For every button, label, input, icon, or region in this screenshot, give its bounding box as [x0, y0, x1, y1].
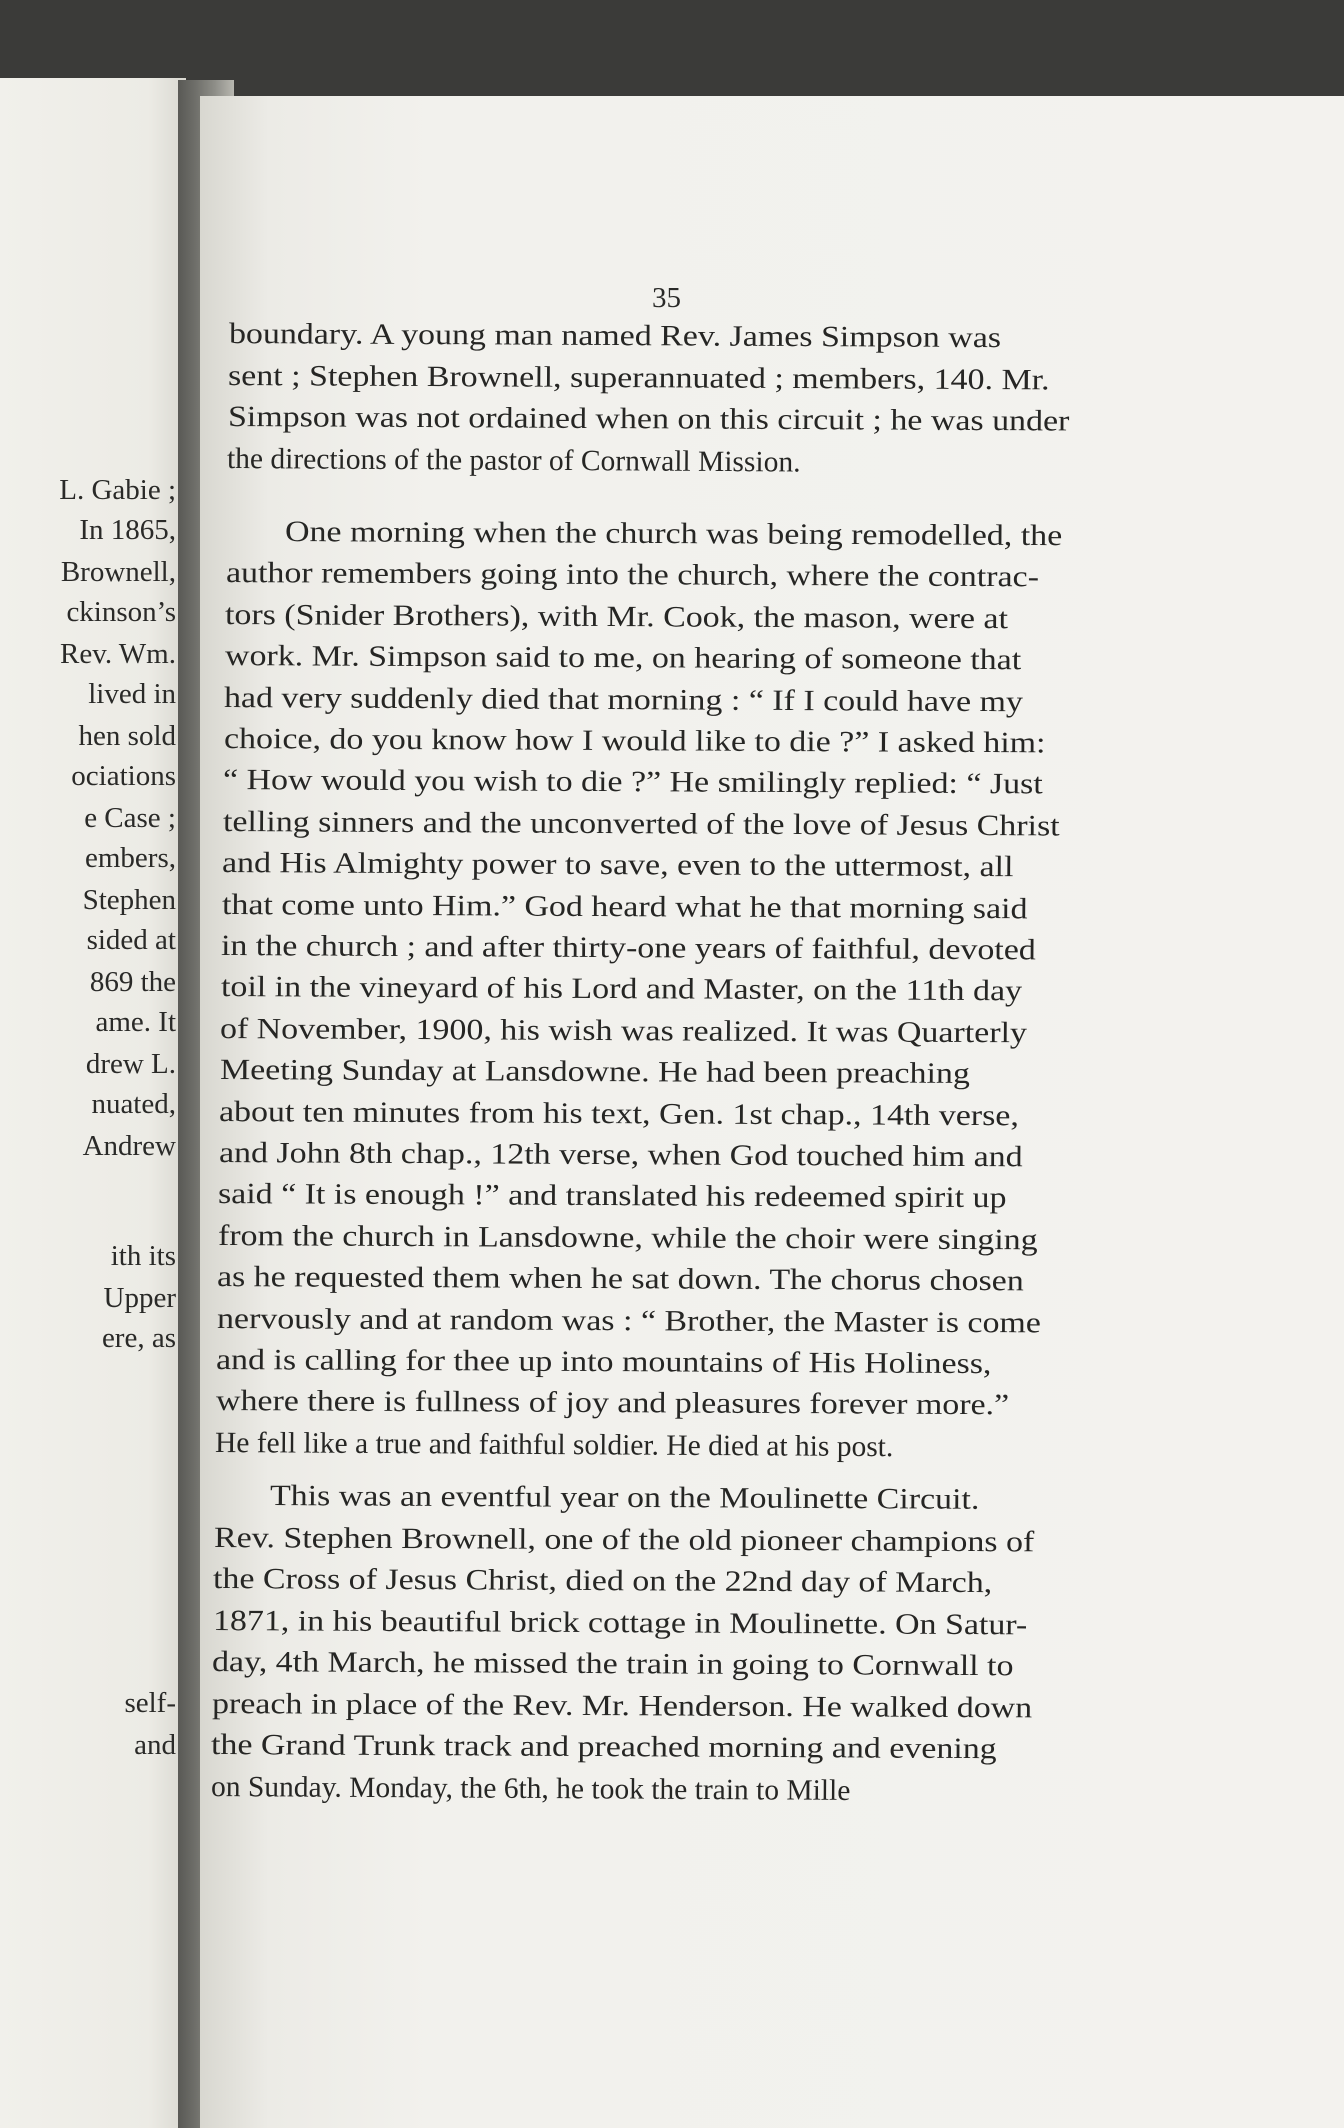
body-line: of November, 1900, his wish was realized. It was Quarterly	[220, 1012, 1028, 1050]
body-line: where there is fullness of joy and pleasures forever more.”	[215, 1385, 1009, 1422]
body-line: nervously and at random was : “ Brother, the Master is come	[216, 1302, 1041, 1339]
left-page-line: ere, as	[101, 1322, 176, 1354]
body-line: the directions of the pastor of Cornwall Mission.	[227, 442, 802, 479]
left-page-line: Brownell,	[60, 556, 176, 588]
left-page-line: Stephen	[82, 884, 176, 916]
body-line: toil in the vineyard of his Lord and Master, on the 11th day	[220, 971, 1022, 1008]
body-line: boundary. A young man named Rev. James Simpson was	[228, 318, 1002, 355]
left-page-line: L. Gabie ;	[59, 474, 176, 506]
body-line: sent ; Stephen Brownell, superannuated ; members, 140. Mr.	[228, 359, 1051, 396]
body-line: preach in place of the Rev. Mr. Henderson. He walked down	[211, 1687, 1033, 1724]
body-line: from the church in Lansdowne, while the choir were singing	[217, 1219, 1038, 1257]
body-line: author remembers going into the church, where the contrac-	[225, 557, 1040, 594]
page-number: 35	[652, 282, 681, 314]
body-line: and John 8th chap., 12th verse, when God touched him and	[218, 1137, 1023, 1174]
left-page-line: Upper	[103, 1282, 176, 1314]
left-page-line: embers,	[85, 842, 176, 874]
body-line: and His Almighty power to save, even to the uttermost, all	[222, 847, 1014, 884]
body-line: and is calling for thee up into mountains of His Holiness,	[216, 1344, 992, 1381]
left-page-line: hen sold	[78, 720, 176, 752]
left-page-line: and	[134, 1729, 176, 1761]
left-page-line: ame. It	[95, 1006, 176, 1038]
body-line: telling sinners and the unconverted of the love of Jesus Christ	[222, 805, 1060, 843]
body-line: had very suddenly died that morning : “ If I could have my	[224, 681, 1024, 718]
body-line: as he requested them when he sat down. The chorus chosen	[217, 1261, 1025, 1298]
left-page-line: self-	[124, 1687, 176, 1719]
body-line: Simpson was not ordained when on this circuit ; he was under	[227, 401, 1070, 438]
body-line: day, 4th March, he missed the train in going to Cornwall to	[212, 1646, 1014, 1683]
left-page-line: lived in	[88, 678, 176, 710]
left-page-line: ith its	[110, 1240, 176, 1272]
left-page-line: In 1865,	[79, 514, 176, 546]
left-page-line: sided at	[86, 924, 176, 956]
left-page-line: 869 the	[89, 966, 176, 998]
left-page-line: e Case ;	[84, 802, 176, 834]
left-page-line: nuated,	[91, 1088, 176, 1120]
body-line: One morning when the church was being remodelled, the	[284, 516, 1062, 553]
body-line: 1871, in his beautiful brick cottage in Moulinette. On Satur-	[212, 1604, 1028, 1641]
body-line: on Sunday. Monday, the 6th, he took the train to Mille	[210, 1770, 851, 1807]
left-page	[0, 78, 186, 2128]
body-line: tors (Snider Brothers), with Mr. Cook, the mason, were at	[225, 598, 1009, 635]
body-line: about ten minutes from his text, Gen. 1st chap., 14th verse,	[219, 1095, 1020, 1132]
body-line: Rev. Stephen Brownell, one of the old pioneer champions of	[213, 1521, 1035, 1558]
left-page-line: Andrew	[82, 1130, 176, 1162]
body-line: He fell like a true and faithful soldier. He died at his post.	[215, 1426, 894, 1463]
body-line: in the church ; and after thirty-one years of faithful, devoted	[221, 930, 1037, 967]
left-page-line: ckinson’s	[66, 596, 176, 628]
body-line: This was an eventful year on the Moulinette Circuit.	[270, 1480, 980, 1516]
left-page-line: Rev. Wm.	[60, 638, 176, 670]
body-line: Meeting Sunday at Lansdowne. He had been preaching	[219, 1054, 970, 1091]
left-page-line: drew L.	[85, 1048, 176, 1080]
body-line: said “ It is enough !” and translated his redeemed spirit up	[218, 1178, 1007, 1215]
body-line: work. Mr. Simpson said to me, on hearing of someone that	[224, 640, 1022, 677]
body-line: the Grand Trunk track and preached morning and evening	[211, 1729, 998, 1766]
body-line: the Cross of Jesus Christ, died on the 22nd day of March,	[213, 1563, 993, 1600]
left-page-line: ociations	[71, 760, 176, 792]
body-line: “ How would you wish to die ?” He smilingly replied: “ Just	[223, 764, 1044, 801]
body-line: that come unto Him.” God heard what he that morning said	[221, 888, 1028, 925]
body-line: choice, do you know how I would like to die ?” I asked him:	[223, 723, 1046, 760]
